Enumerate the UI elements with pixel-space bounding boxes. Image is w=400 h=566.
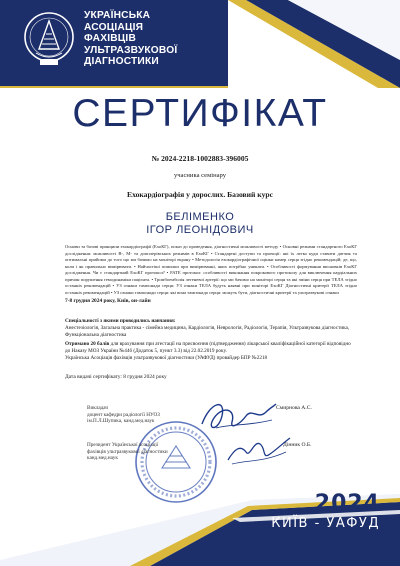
specialties-block [65, 318, 365, 339]
association-emblem-icon [23, 9, 75, 67]
participant-surname: БЕЛІМЕНКО [165, 211, 235, 223]
org-name-line: УКРАЇНСЬКА [84, 10, 151, 21]
footer-year: 2024 [314, 491, 380, 516]
points-count: Отримано 20 балів [65, 341, 110, 347]
seminar-topics: Основи та базові принципи ехокардіографії (ЕхоКГ), показ до проведення, діагностичні можливості методу • Основні режими стандартного ЕхоКГ дослідження: можливості В-, М- та допплерівських режимів в ЕхоКГ • Стандартні доступи та проекції: які їх легко куди ставити датчик та оптимальні прийоми до того що ми бачимо на моніторі екрану • Методологія ехокардіографічної оцінки камер серця згідно рекомендацій; де, що, коли і як правильно вимірювати. • Найчастіші помилки при вимірюванні, яких потрібно уникати. • Особливості формування висновків ЕхоКГ дослідження. Чи є стандартний ЕхоКГ протокол? • FATE протокол: особливості виконання покрокового протоколу для виключення кардіальних причин порушення гемодинаміки пацієнта. • Тромбоемболія легеневої артерії: що ми бачимо на моніторі серця та які зміни серця при ТЕЛА згідно останніх рекомендацій • УЗ ознаки тампонади серця: УЗ ознаки ТЕЛА будуть наявні при моніторі ЕхоКГ Діагностичні критерії ТЕЛА згідно останніх рекомендацій • УЗ ознаки тампонади серця: які вона тампонада серця: можуть бути, діагностичні критерії та ультразвукові ознаки [65, 244, 357, 295]
org-name-line: УЛЬТРАЗВУКОВОЇ [84, 44, 178, 56]
org-name-line: ФАХІВЦІВ [84, 33, 137, 44]
header-band [0, 0, 228, 88]
signature-name: Смирнова А.С. [276, 405, 312, 411]
organization-name [84, 10, 226, 68]
participant-label: учасника семінару [173, 172, 227, 179]
signature-role-line: Президент Української асоціації [87, 442, 159, 448]
certificate-title: СЕРТИФІКАТ [72, 92, 328, 135]
issue-date: Дата видачі сертифікату: 8 грудня 2024 року [65, 374, 167, 380]
specialties-heading: Спеціальності з якими проводились навчання: [65, 318, 176, 324]
specialties-list: Анестезіологія, Загальна практика - сімейна медицина, Кардіологія, Неврологія, Радіологія, Терапія, Ультразвукова діагностика, [65, 325, 350, 331]
signature-role-line: Викладач [87, 405, 108, 411]
certificate-number: № 2024-2218-1002883-396005 [151, 154, 249, 163]
seminar-date-place: 7-8 грудня 2024 року, Київ, он-лайн [65, 298, 151, 304]
course-title: Ехокардіографія у дорослих. Базовий курс [127, 190, 273, 199]
points-block [65, 341, 365, 361]
signature-role-line: доцент кафедри радіології НУОЗ [87, 411, 160, 418]
points-text: для врахування при атестації на присвоєння (підтвердження) лікарської кваліфікаційної категорії відповідно [109, 341, 351, 347]
points-line: до Наказу МОЗ України №446 (Додаток 5, пункт 3.3) від 22.02.2019 року. [65, 347, 227, 354]
org-name-line: ДІАГНОСТИКИ [84, 56, 159, 67]
signature-role [87, 442, 168, 462]
participant-name [0, 211, 400, 237]
points-line: Українська Асоціація фахівців ультразвукової діагностики (УАФУД) провайдер БПР №2218 [65, 354, 268, 361]
header-corner-decoration [228, 0, 400, 88]
points-line [65, 341, 365, 348]
footer-place: КИЇВ - УАФУД [271, 516, 380, 531]
signature-role-line: канд.мед.наук [87, 455, 118, 462]
specialties-list: Функціональна діагностика [65, 332, 127, 338]
handwritten-signature-icon [224, 430, 294, 470]
signature-role-line: фахівців ультразвукової діагностики [87, 448, 168, 455]
signature-name: Дінник О.Б. [283, 442, 312, 448]
participant-given-names: ІГОР ЛЕОНІДОВИЧ [146, 224, 254, 236]
org-name-line: АСОЦІАЦІЯ [84, 21, 144, 33]
signature-role-line: ім.П.Л.Шупика, канд.мед.наук [87, 418, 155, 425]
